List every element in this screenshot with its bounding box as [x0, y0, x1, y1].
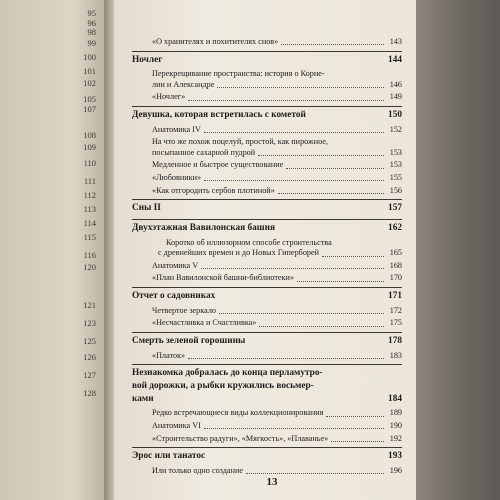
section-divider — [132, 219, 402, 220]
toc-chapter-entry[interactable] — [132, 291, 402, 304]
toc-entry-title: Смерть зеленой горошины — [132, 336, 246, 346]
toc-entry-title: Отчет о садовниках — [132, 291, 216, 301]
toc-section-entry[interactable] — [132, 306, 402, 316]
toc-entry-page: 175 — [389, 318, 402, 328]
toc-entry-title: посыпанное сахарной пудрой — [152, 147, 256, 157]
toc-chapter-entry[interactable] — [132, 336, 402, 349]
toc-section-entry[interactable] — [132, 92, 402, 102]
toc-chapter-entry[interactable] — [132, 203, 402, 216]
dot-leader — [331, 440, 384, 442]
section-divider — [132, 287, 402, 288]
toc-entry-page: 156 — [389, 185, 402, 195]
toc-section-entry[interactable] — [132, 261, 402, 271]
page-number: 13 — [266, 476, 278, 488]
toc-entry-title: Анатомика VI — [152, 421, 201, 430]
toc-entry-title: «О хранителях и похитителях снов» — [152, 37, 279, 46]
dot-leader — [188, 99, 384, 101]
toc-entry-page: 144 — [388, 54, 402, 65]
toc-entry-title: «Ночлег» — [152, 92, 186, 102]
toc-entry-page: 172 — [389, 305, 402, 315]
left-page-number: 96 — [87, 18, 96, 28]
toc-entry-page: 170 — [389, 273, 402, 283]
toc-chapter-entry[interactable] — [132, 368, 402, 406]
book-spine — [104, 0, 114, 500]
left-page-number: 95 — [87, 8, 96, 18]
toc-entry-title: Эрос или танатос — [132, 451, 206, 462]
toc-entry-page: 162 — [388, 223, 402, 233]
toc-entry-page: 153 — [389, 160, 402, 170]
toc-section-entry[interactable] — [132, 186, 402, 196]
table-of-contents-page — [114, 0, 416, 500]
toc-entry-title: Ночлег — [132, 54, 163, 65]
toc-entry-title: вой дорожки, а рыбки кружились восьмер- — [132, 380, 314, 391]
section-divider — [132, 447, 402, 448]
toc-entry-title: Двухэтажная Вавилонская башня — [132, 223, 276, 233]
toc-entry-title: На что же похож поцелуй, простой, как пирожное, — [152, 137, 328, 147]
toc-entry-title: «Строительство радуги», «Мягкость», «Плаванье» — [152, 433, 329, 443]
toc-entry-page: 193 — [388, 451, 402, 462]
toc-entry-page: 178 — [388, 336, 402, 346]
dot-leader — [204, 427, 384, 429]
toc-entry-page: 143 — [389, 37, 402, 46]
toc-list — [132, 0, 402, 500]
dot-leader — [322, 255, 384, 257]
left-page-number: 108 — [83, 130, 96, 140]
toc-entry-page: 149 — [389, 92, 402, 102]
toc-entry-page: 155 — [389, 173, 402, 182]
toc-section-entry[interactable] — [132, 173, 402, 183]
dot-leader — [188, 357, 384, 359]
dot-leader — [326, 415, 384, 417]
left-page-number: 113 — [83, 204, 96, 214]
section-divider — [132, 364, 402, 365]
left-page-number: 120 — [83, 262, 96, 272]
toc-section-entry[interactable] — [132, 421, 402, 431]
section-divider — [132, 199, 402, 200]
dot-leader — [258, 154, 384, 156]
toc-entry-title: Анатомика IV — [152, 124, 201, 134]
toc-entry-title: «Любовники» — [152, 173, 202, 182]
toc-entry-title: Сны II — [132, 203, 161, 214]
toc-entry-page: 171 — [388, 291, 402, 301]
toc-chapter-entry[interactable] — [132, 110, 402, 123]
dot-leader — [201, 267, 384, 269]
toc-entry-title: лии и Александре — [152, 79, 215, 89]
left-page-number: 100 — [83, 52, 96, 62]
left-page-number: 126 — [83, 352, 96, 362]
toc-entry-page: 153 — [389, 147, 402, 157]
toc-chapter-entry[interactable] — [132, 223, 402, 236]
toc-entry-title: «Платок» — [152, 350, 186, 360]
dot-leader — [204, 179, 384, 181]
toc-entry-page: 146 — [389, 79, 402, 89]
left-page-edge — [0, 0, 104, 500]
left-page-number: 102 — [83, 78, 96, 88]
left-page-number: 98 — [87, 27, 96, 37]
left-page-number: 109 — [83, 142, 96, 152]
toc-entry-title: Незнакомка добралась до конца перламутро- — [132, 368, 323, 379]
toc-entry-title: Перекрещивание пространства: история о Корне- — [152, 69, 325, 79]
toc-section-entry[interactable] — [132, 238, 402, 259]
toc-entry-title: Четвертое зеркало — [152, 305, 217, 315]
toc-entry-page: 196 — [389, 466, 402, 475]
dot-leader — [281, 43, 384, 45]
toc-entry-title: «Несчастливка и Счастливка» — [152, 318, 257, 328]
left-page-number: 127 — [83, 370, 96, 380]
left-page-number: 125 — [83, 336, 96, 346]
toc-section-entry[interactable] — [132, 351, 402, 361]
toc-entry-title: ками — [132, 393, 154, 404]
toc-entry-page: 184 — [388, 393, 402, 404]
toc-entry-title: Редко встречающиеся виды коллекционирования — [152, 408, 324, 418]
left-page-number: 114 — [83, 218, 96, 228]
toc-section-entry[interactable] — [132, 137, 402, 158]
toc-section-entry[interactable] — [132, 408, 402, 418]
left-page-number: 105 — [83, 94, 96, 104]
dot-leader — [278, 192, 384, 194]
dot-leader — [297, 280, 384, 282]
toc-section-entry[interactable] — [132, 160, 402, 170]
toc-section-entry[interactable] — [132, 434, 402, 444]
toc-section-entry[interactable] — [132, 318, 402, 328]
section-divider — [132, 106, 402, 107]
book-fore-edge — [416, 0, 500, 500]
toc-entry-page: 150 — [388, 110, 402, 120]
toc-entry-title: Или только одно создание — [152, 466, 243, 475]
left-page-number: 123 — [83, 318, 96, 328]
toc-entry-title: Медленное и быстрое существование — [152, 160, 284, 170]
toc-entry-page: 165 — [389, 248, 402, 258]
section-divider — [132, 51, 402, 52]
toc-entry-page: 157 — [388, 203, 402, 214]
toc-entry-title: Коротко об иллюзорном способе строительства — [166, 237, 332, 247]
toc-entry-page: 190 — [389, 421, 402, 430]
left-page-number: 110 — [83, 158, 96, 168]
dot-leader — [246, 472, 384, 474]
left-page-number: 128 — [83, 388, 96, 398]
dot-leader — [204, 131, 384, 133]
left-page-number: 115 — [83, 232, 96, 242]
toc-entry-page: 183 — [389, 350, 402, 360]
left-page-number: 99 — [87, 38, 96, 48]
toc-entry-title: «Как отгородить сербов плотиной» — [152, 185, 275, 195]
toc-section-entry[interactable] — [132, 273, 402, 283]
dot-leader — [286, 167, 384, 169]
dot-leader — [217, 86, 384, 88]
left-page-number: 116 — [83, 250, 96, 260]
left-page-number: 121 — [83, 300, 96, 310]
dot-leader — [259, 325, 384, 327]
dot-leader — [219, 312, 384, 314]
toc-entry-page: 189 — [389, 408, 402, 418]
toc-section-entry[interactable] — [132, 37, 402, 47]
left-page-number: 112 — [83, 190, 96, 200]
toc-section-entry[interactable] — [132, 125, 402, 135]
toc-entry-title: Девушка, которая встретилась с кометой — [132, 110, 306, 120]
left-page-number: 107 — [83, 104, 96, 114]
toc-section-entry[interactable] — [132, 466, 402, 476]
left-page-number: 101 — [83, 66, 96, 76]
toc-entry-page: 192 — [389, 433, 402, 443]
left-page-number: 111 — [83, 176, 96, 186]
toc-entry-page: 152 — [389, 124, 402, 134]
toc-chapter-entry[interactable] — [132, 55, 402, 68]
toc-section-entry[interactable] — [132, 69, 402, 90]
toc-entry-title: с древнейших времен и до Новых Гиперборей — [158, 248, 320, 258]
section-divider — [132, 332, 402, 333]
toc-entry-title: Анатомика V — [152, 260, 199, 270]
toc-entry-title: «План Вавилонской башни-библиотеки» — [152, 273, 294, 283]
toc-entry-page: 168 — [389, 260, 402, 270]
toc-chapter-entry[interactable] — [132, 451, 402, 464]
